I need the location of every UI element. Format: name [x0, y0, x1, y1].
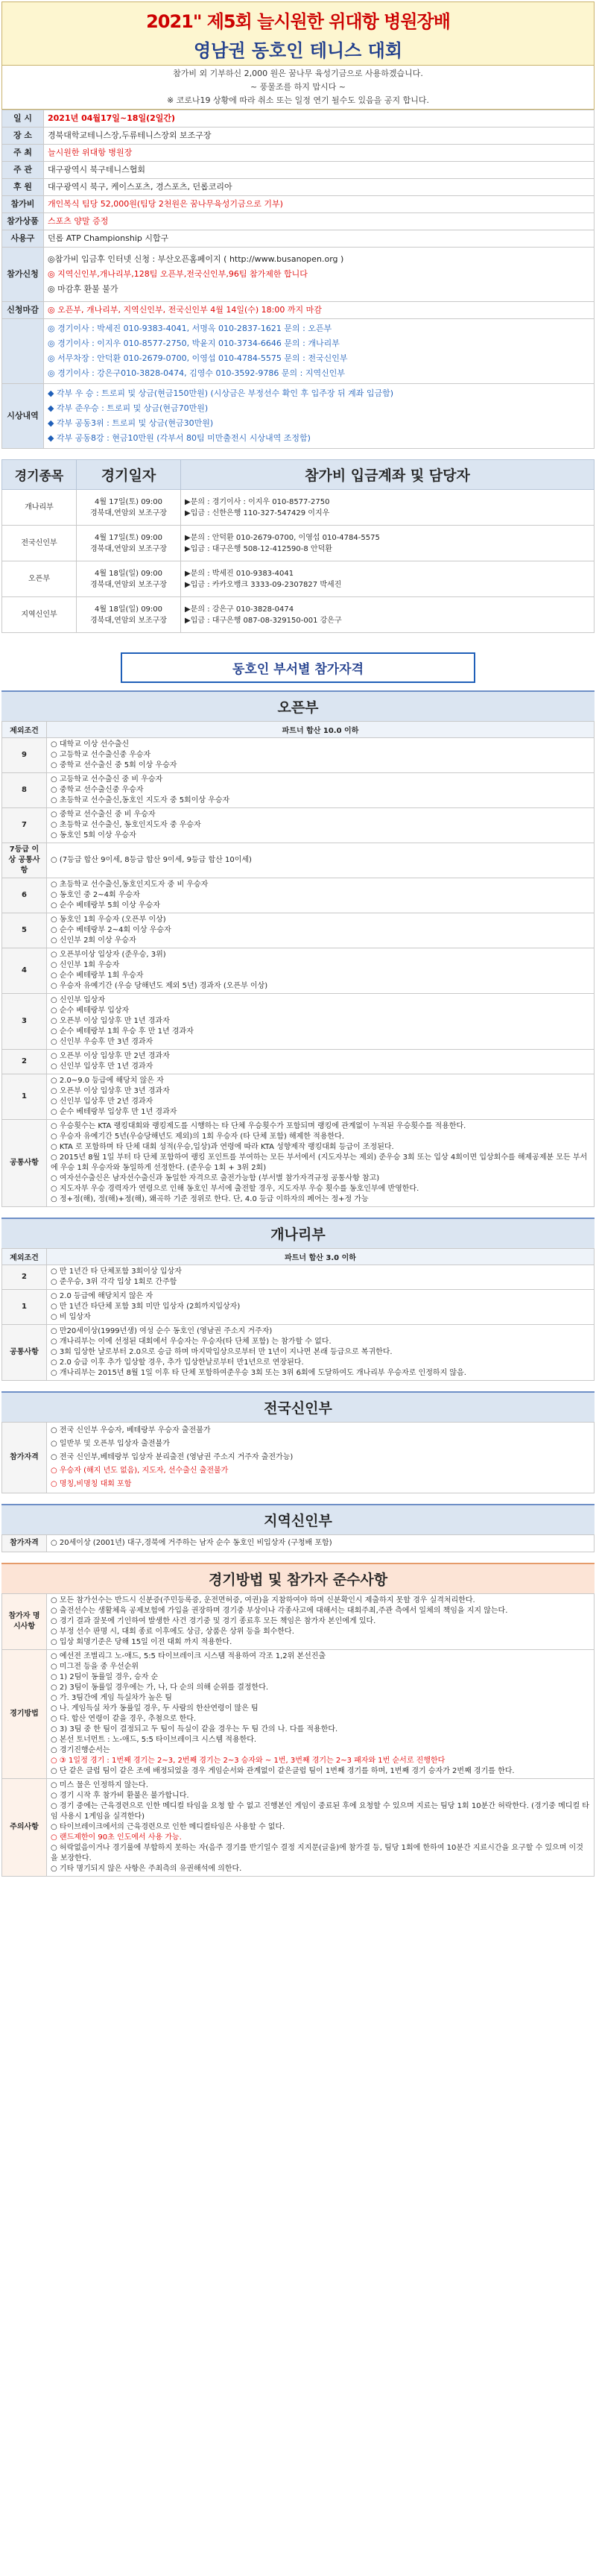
open-row-condition: ○ 우승자 유예기간 (우승 당해년도 제외 5년) 경과자 (오픈부 이상): [51, 981, 590, 992]
national-item: ○ 일반부 및 오픈부 입상자 출전불가: [51, 1437, 590, 1451]
info-key: 주 최: [2, 145, 44, 162]
open-row: [2, 1074, 595, 1120]
info-key: 사용구: [2, 230, 44, 248]
rules-item: ○ 기타 명기되지 않은 사항은 주최측의 유권해석에 의한다.: [51, 1864, 590, 1874]
national-item: ○ 명칭,비명칭 대회 포함: [51, 1478, 590, 1491]
notice-box: [1, 66, 595, 110]
open-row-condition: ○ 대학교 이상 선수출신: [51, 740, 590, 750]
rules-item: ○ 다. 합산 연령이 같을 경우, 추첨으로 한다.: [51, 1714, 590, 1725]
info-key: 장 소: [2, 127, 44, 145]
open-common-item: ○ KTA 로 포함하며 타 단체 대회 성적(우승,입상)과 연령에 따라 KTA 성향제작 랭킹대회 등급이 조정된다.: [51, 1142, 590, 1153]
open-common-item: ○ 우승자 유예기간 5년(우승당해년도 제외)의 1회 우승자 (타 단체 포함) 해제한 적용한다.: [51, 1132, 590, 1142]
info-key: 일 시: [2, 110, 44, 127]
open-col-header: 파트너 합산 10.0 이하: [47, 722, 595, 738]
rules-item: ○ 모든 참가선수는 반드시 신분증(주민등록증, 운전면허증, 여권)을 지참하여야 하며 신분확인시 제출하지 못할 경우 실격처리한다.: [51, 1596, 590, 1606]
info-key: 주 관: [2, 162, 44, 179]
open-common-item: ○ 우승횟수는 KTA 랭킹대회와 랭킹제도를 시행하는 타 단체 우승횟수가 포함되며 랭킹에 관계없이 누적된 우승횟수를 적용한다.: [51, 1121, 590, 1132]
open-common-key: 공통사항: [2, 1120, 47, 1207]
national-table: [1, 1422, 595, 1493]
contact-line: ◎ 경기이사 : 이지우 010-8577-2750, 박윤지 010-3734-6646 문의 : 개나리부: [48, 338, 340, 348]
gaenari-col-header: 제외조건: [2, 1249, 47, 1265]
info-value: 던롭 ATP Championship 시합구: [44, 230, 595, 248]
prize-line: ◆ 각부 공동3위 : 트로피 및 상금(현금30만원): [48, 418, 214, 428]
reg-row: [2, 526, 595, 561]
local-item: ○ 20세이상 (2001년) 대구,경북에 거주하는 남자 순수 동호인 비입상자 (구청배 포함): [51, 1537, 590, 1550]
gaenari-section-title: 개나리부: [1, 1218, 595, 1248]
rules-item: ○ ③ 1일정 경기 : 1번째 경기는 2~3, 2번째 경기는 2~3 승자와 ~ 1번, 3번째 경기는 2~3 패자와 1번 순서로 진행한다: [51, 1756, 590, 1766]
open-row-condition: ○ 순수 베테랑부 입상후 만 1년 경과자: [51, 1107, 590, 1118]
info-value: 2021년 04월17일~18일(2일간): [44, 110, 595, 127]
reg-venue: 경북대,연암외 보조구장: [90, 616, 167, 625]
reg-contact: ▶문의 : 강은구 010-3828-0474: [185, 605, 294, 614]
open-row-condition: ○ 초등학교 선수출신,동호인지도자 중 비 우승자: [51, 880, 590, 890]
open-row-grade: 7등급 이상 공통사항: [2, 843, 47, 878]
national-section-title: 전국신인부: [1, 1391, 595, 1422]
national-key: 참가자격: [2, 1423, 47, 1493]
open-row-condition: ○ 순수 베테랑부 2~4회 이상 우승자: [51, 925, 590, 936]
rules-item: ○ 나. 게임득실 차가 동률일 경우, 두 사람의 한산연령이 많은 팀: [51, 1704, 590, 1714]
rules-item: ○ 경기 시작 후 참가비 환불은 불가합니다.: [51, 1791, 590, 1801]
open-row-condition: ○ 오픈부 이상 입상후 만 2년 경과자: [51, 1051, 590, 1062]
gaenari-row-condition: ○ 비 입상자: [51, 1312, 590, 1323]
open-row: [2, 994, 595, 1050]
rules-item: ○ 1) 2팀이 동률일 경우, 승자 순: [51, 1672, 590, 1683]
open-row: [2, 1050, 595, 1074]
notice-line: ※ 코로나19 상황에 따라 취소 또는 일정 연기 될수도 있음을 공지 합니다.: [166, 95, 430, 105]
open-row-condition: ○ (7등급 합산 9이세, 8등급 합산 9이세, 9등급 합산 10이세): [51, 855, 590, 866]
contacts-key: [2, 319, 44, 384]
open-row: [2, 808, 595, 843]
reg-account: ▶입금 : 신한은행 110-327-547429 이지우: [185, 508, 330, 517]
info-key: 참가상품: [2, 213, 44, 230]
local-key: 참가자격: [2, 1535, 47, 1552]
open-row-condition: ○ 신인부 입상후 만 2년 경과자: [51, 1097, 590, 1107]
open-row: [2, 773, 595, 808]
rules-item: ○ 랜드제한이 90초 인도에서 사용 가능.: [51, 1833, 590, 1843]
reg-date: 4월 18일(일) 09:00: [94, 605, 163, 614]
open-row-condition: ○ 고등학교 선수출신중 우승자: [51, 750, 590, 760]
local-table: [1, 1534, 595, 1552]
deadline-value: ◎ 오픈부, 개나리부, 지역신인부, 전국신인부 4월 14일(수) 18:00 까지 마감: [44, 302, 595, 319]
open-common-item: ○ 2015년 8월 1일 부터 타 단체 포함하여 랭킹 포인트를 부여하는 모든 부서에서 (지도자부는 제외) 준우승 3회 또는 입상 4회이면 입상회수를 해제공제분 모든 부서에 우승 1회 우승자와 동일하게 선정한다. (준우승 1회 + 3위 2회): [51, 1153, 590, 1174]
open-section-title: 오픈부: [1, 690, 595, 721]
gaenari-common-item: ○ 개나리부는 2015년 8월 1일 이후 타 단체 포함하여준우승 3회 또는 3위 6회에 도달하여도 개나리부 우승자로 인정하지 않음.: [51, 1368, 590, 1379]
deadline-key: 신청마감: [2, 302, 44, 319]
open-row: [2, 738, 595, 773]
reg-row: [2, 561, 595, 597]
prize-line: ◆ 각부 우 승 : 트로피 및 상금(현금150만원) (시상금은 부정선수 확인 후 입주장 뒤 계좌 입금함): [48, 388, 394, 398]
gaenari-common-item: ○ 개나리부는 이에 선정된 대회에서 우승자는 우승자(타 단체 포함) 는 참가할 수 없다.: [51, 1337, 590, 1347]
reg-date: 4월 18일(일) 09:00: [94, 569, 163, 578]
title-banner: [1, 1, 595, 66]
open-row-condition: ○ 신인부 2회 이상 우승자: [51, 936, 590, 946]
reg-venue: 경북대,연암외 보조구장: [90, 544, 167, 553]
rules-item: ○ 부정 선수 판명 시, 대회 종료 이후에도 상금, 상품은 상위 등을 회수한다.: [51, 1627, 590, 1637]
local-section-title: 지역신인부: [1, 1504, 595, 1534]
open-col-header: 제외조건: [2, 722, 47, 738]
open-row-condition: ○ 신인부 우승후 만 3년 경과자: [51, 1037, 590, 1048]
contact-line: ◎ 서무차장 : 안덕환 010-2679-0700, 이영섭 010-4784-5575 문의 : 전국신인부: [48, 353, 348, 363]
rules-item: ○ 예선전 조별리그 노-애드, 5:5 타이브레이크 시스템 적용하여 각조 1,2위 본선진출: [51, 1651, 590, 1662]
open-row-grade: 4: [2, 948, 47, 994]
info-value: 대구광역시 북구테니스협회: [44, 162, 595, 179]
rules-section-title: 경기방법 및 참가자 준수사항: [1, 1563, 595, 1593]
open-row-condition: ○ 동호인 5회 이상 우승자: [51, 831, 590, 841]
open-common-item: ○ 지도자부 우승 경력자가 연령으로 인해 동호인 부서에 출전할 경우, 지도자부 우승 횟수를 동호인부에 반영한다.: [51, 1184, 590, 1194]
rules-item: ○ 입상 회명기준은 당해 15일 이전 대회 까지 적용한다.: [51, 1637, 590, 1648]
open-row: [2, 843, 595, 878]
open-row: [2, 913, 595, 948]
open-row-condition: ○ 신인부 1회 우승자: [51, 960, 590, 971]
info-key: 참가비: [2, 196, 44, 213]
apply-line: ◎참가비 입금후 인터넷 신청 : 부산오픈홈페이지 ( http://www.busanopen.org ): [48, 254, 344, 264]
prizes-key: 시상내역: [2, 384, 44, 449]
reg-date: 4월 17일(토) 09:00: [94, 497, 163, 506]
reg-account: ▶입금 : 카카오뱅크 3333-09-2307827 박세진: [185, 580, 342, 589]
gaenari-common-item: ○ 만20세이상(1999년생) 여성 순수 동호인 (영남권 주소지 거주자): [51, 1326, 590, 1337]
open-common-item: ○ 정+정(해), 정(해)+정(해), 왜곡하 기준 정위로 한다. 단, 4.0 등급 이하자의 페어는 정+정 가능: [51, 1194, 590, 1205]
info-value: 경북대학교테니스장,두류테니스장외 보조구장: [44, 127, 595, 145]
gaenari-row-grade: 1: [2, 1290, 47, 1325]
rules-item: ○ 경기진행순서는: [51, 1745, 590, 1756]
open-row-grade: 2: [2, 1050, 47, 1074]
reg-row: [2, 490, 595, 526]
reg-event: 오픈부: [2, 561, 77, 597]
info-value: 스포츠 양말 증정: [44, 213, 595, 230]
registration-table: [1, 459, 595, 633]
open-row-condition: ○ 2.0~9.0 등급에 해당치 않은 자: [51, 1076, 590, 1086]
rules-row: [2, 1594, 595, 1650]
gaenari-row-condition: ○ 2.0 등급에 해당치지 않은 자: [51, 1291, 590, 1302]
apply-line: ◎ 지역신인부,개나리부,128팀 오픈부,전국신인부,96팀 참가제한 합니다: [48, 269, 308, 279]
gaenari-row-condition: ○ 만 1년간 타 단체포함 3회이상 입상자: [51, 1267, 590, 1277]
reg-contact: ▶문의 : 경기이사 : 이지우 010-8577-2750: [185, 497, 330, 506]
reg-venue: 경북대,연암외 보조구장: [90, 580, 167, 589]
open-row-condition: ○ 고등학교 선수출신 중 비 우승자: [51, 775, 590, 785]
open-row-grade: 8: [2, 773, 47, 808]
gaenari-row-grade: 2: [2, 1265, 47, 1290]
reg-header: 경기일자: [77, 460, 181, 490]
title-line2: 영남권 동호인 테니스 대회: [193, 40, 403, 61]
reg-account: ▶입금 : 대구은행 508-12-412590-8 안덕환: [185, 544, 332, 553]
prize-line: ◆ 각부 준우승 : 트로피 및 상금(현금70만원): [48, 403, 209, 413]
prize-line: ◆ 각부 공동8강 : 현금10만원 (각부서 80팀 미만출전시 시상내역 조정함): [48, 433, 311, 443]
reg-venue: 경북대,연암외 보조구장: [90, 508, 167, 517]
open-row-grade: 5: [2, 913, 47, 948]
rules-item: ○ 경기 결과 잘못에 기인하여 발생한 사건 경기중 및 경기 종료후 모든 책임은 참가자 본인에게 있다.: [51, 1616, 590, 1627]
rules-item: ○ 미스 물은 인정하지 않는다.: [51, 1780, 590, 1791]
contact-line: ◎ 경기이사 : 강은구010-3828-0474, 김영수 010-3592-9786 문의 : 지역신인부: [48, 368, 345, 378]
apply-line: ◎ 마감후 환불 불가: [48, 284, 118, 294]
info-table: [1, 110, 595, 449]
rules-item: ○ 타이브레이크에서의 근육경련으로 인한 메디컬타임은 사용할 수 없다.: [51, 1822, 590, 1833]
rules-item: ○ 3) 3팀 중 한 팀이 결정되고 두 팀이 득실이 같을 경우는 두 팀 간의 나. 다를 적용한다.: [51, 1725, 590, 1735]
info-value: 늘시원한 위대항 병원장: [44, 145, 595, 162]
rules-key: 경기방법: [2, 1650, 47, 1779]
gaenari-row-condition: ○ 준우승, 3위 각각 입상 1회로 간주함: [51, 1277, 590, 1288]
gaenari-table: [1, 1248, 595, 1381]
open-row-condition: ○ 동호인 중 2~4회 우승자: [51, 890, 590, 901]
open-row-condition: ○ 신인부 입상후 만 1년 경과자: [51, 1062, 590, 1072]
gaenari-common-key: 공통사항: [2, 1325, 47, 1381]
reg-date: 4월 17일(토) 09:00: [94, 533, 163, 542]
rules-row: [2, 1779, 595, 1877]
national-item: ○ 전국 신인부,베테랑부 입상자 분리출전 (영남권 주소지 거주자 출전가능): [51, 1451, 590, 1464]
contact-line: ◎ 경기이사 : 박세진 010-9383-4041, 서명옥 010-2837-1621 문의 : 오픈부: [48, 324, 332, 333]
open-row-condition: ○ 중학교 선수출신 중 비 우승자: [51, 810, 590, 820]
apply-info: [44, 248, 595, 302]
rules-item: ○ 허락없음이거나 경기룰에 부합하지 못하는 자(음주 경기를 반기일수 결정 지지문(글을)에 참가결 등, 팀당 1회에 한하여 10분간 지료시간을 요구할 수 있으며 이것을 보장한다.: [51, 1843, 590, 1864]
gaenari-row-condition: ○ 만 1년간 타단체 포함 3회 미만 입상자 (2회까지입상자): [51, 1302, 590, 1312]
open-row-condition: ○ 동호인 1회 우승자 (오픈부 이상): [51, 915, 590, 925]
open-row-condition: ○ 오픈부 이상 입상후 만 3년 경과자: [51, 1086, 590, 1097]
open-row-condition: ○ 순수 베테랑부 5회 이상 우승자: [51, 901, 590, 911]
open-row-grade: 7: [2, 808, 47, 843]
open-row-grade: 3: [2, 994, 47, 1050]
info-key: 후 원: [2, 179, 44, 196]
open-row: [2, 948, 595, 994]
info-value: 대구광역시 북구, 케이스포츠, 경스포츠, 던롭코리아: [44, 179, 595, 196]
open-row: [2, 878, 595, 913]
reg-event: 개나리부: [2, 490, 77, 526]
reg-row: [2, 597, 595, 633]
gaenari-common-item: ○ 2.0 승급 이후 추가 입상할 경우, 추가 입상한날로부터 만1년으로 연장된다.: [51, 1358, 590, 1368]
apply-key: 참가신청: [2, 248, 44, 302]
open-row-condition: ○ 순수 베테랑부 1회 우승자: [51, 971, 590, 981]
info-value: 개인복식 팀당 52,000원(팀당 2천원은 꿈나무육성기금으로 기부): [44, 196, 595, 213]
open-row-condition: ○ 신인부 입상자: [51, 995, 590, 1006]
rules-key: 주의사항: [2, 1779, 47, 1877]
open-row-condition: ○ 순수 베테랑부 1회 우승 후 만 1년 경과자: [51, 1027, 590, 1037]
reg-header: 경기종목: [2, 460, 77, 490]
open-row-condition: ○ 오픈부이상 입상자 (준우승, 3위): [51, 950, 590, 960]
open-row-condition: ○ 초등학교 선수출신, 동호인지도자 중 우승자: [51, 820, 590, 831]
rules-item: ○ 2) 3팀이 동률일 경우에는 가, 나, 다 순의 의해 순위를 결정한다.: [51, 1683, 590, 1693]
open-row-condition: ○ 중학교 선수출신 중 5회 이상 우승자: [51, 760, 590, 771]
rules-item: ○ 출전선수는 생활체육 공제보험에 가입을 권장하며 경기중 부상이나 각종사고에 대해서는 대회주최,주관 측에서 일체의 책임을 지지 않는다.: [51, 1606, 590, 1616]
open-row-grade: 9: [2, 738, 47, 773]
reg-event: 지역신인부: [2, 597, 77, 633]
prizes-info: [44, 384, 595, 449]
title-line1: 2021" 제5회 늘시원한 위대항 병원장배: [146, 11, 450, 32]
open-row-grade: 6: [2, 878, 47, 913]
reg-contact: ▶문의 : 박세진 010-9383-4041: [185, 569, 294, 578]
reg-header: 참가비 입금계좌 및 담당자: [181, 460, 595, 490]
open-table: [1, 721, 595, 1207]
rules-item: ○ 본선 토너먼트 : 노-애드, 5:5 타이브레이크 시스템 적용한다.: [51, 1735, 590, 1745]
national-item: ○ 전국 신인부 우승자, 베테랑부 우승자 출전불가: [51, 1424, 590, 1437]
rules-row: [2, 1650, 595, 1779]
contacts-info: [44, 319, 595, 384]
gaenari-col-header: 파트너 합산 3.0 이하: [47, 1249, 595, 1265]
rules-table: [1, 1593, 595, 1877]
open-row-condition: ○ 중학교 선수출신중 우승자: [51, 785, 590, 796]
rules-item: ○ 단 같은 클럽 팀이 같은 조에 배정되었을 경우 게임순서와 관계없이 같은클럽 팀이 1번째 경기를 하며, 1번째 경기 승자가 2번째 경기를 한다.: [51, 1766, 590, 1777]
gaenari-row: [2, 1290, 595, 1325]
reg-account: ▶입금 : 대구은행 087-08-329150-001 강은구: [185, 616, 342, 625]
open-common-item: ○ 여자선수출신은 남자선수출신과 동일한 자격으로 출전가능함 (부서별 참가자격규정 공통사항 참고): [51, 1174, 590, 1184]
rules-item: ○ 미그전 등을 중 우선순위: [51, 1662, 590, 1672]
open-row-condition: ○ 오픈부 이상 입상후 만 1년 경과자: [51, 1016, 590, 1027]
rules-item: ○ 경기 중에는 근육경련으로 인한 메디컬 타임을 요청 할 수 없고 진행본인 게임이 중료된 후에 요청할 수 있으며 지료는 팀당 1회 10분간 허락한다. (경기중 메디컬 타임 사용시 1게임을 실격한다): [51, 1801, 590, 1822]
national-item: ○ 우승자 (해지 년도 없음), 지도자, 선수출신 출전불가: [51, 1464, 590, 1478]
notice-line: 참가비 외 기부하신 2,000 원은 꿈나무 육성기금으로 사용하겠습니다.: [173, 69, 423, 78]
qualification-heading: 동호인 부서별 참가자격: [121, 652, 475, 683]
reg-contact: ▶문의 : 안덕환 010-2679-0700, 이영섭 010-4784-5575: [185, 533, 380, 542]
open-row-condition: ○ 초등학교 선수출신,동호인 지도자 중 5회이상 우승자: [51, 796, 590, 806]
gaenari-common-item: ○ 3회 입상한 날로부터 2.0으로 승급 하며 마지막입상으로부터 만 1년이 지나면 본래 등급으로 복귀한다.: [51, 1347, 590, 1358]
open-row-grade: 1: [2, 1074, 47, 1120]
rules-key: 참가자 명시사항: [2, 1594, 47, 1650]
open-row-condition: ○ 순수 베테랑부 입상자: [51, 1006, 590, 1016]
gaenari-row: [2, 1265, 595, 1290]
reg-event: 전국신인부: [2, 526, 77, 561]
notice-line: ~ 풍물조를 하지 맙시다 ~: [250, 82, 346, 92]
rules-item: ○ 가. 3팀간에 게임 득실차가 높은 팀: [51, 1693, 590, 1704]
